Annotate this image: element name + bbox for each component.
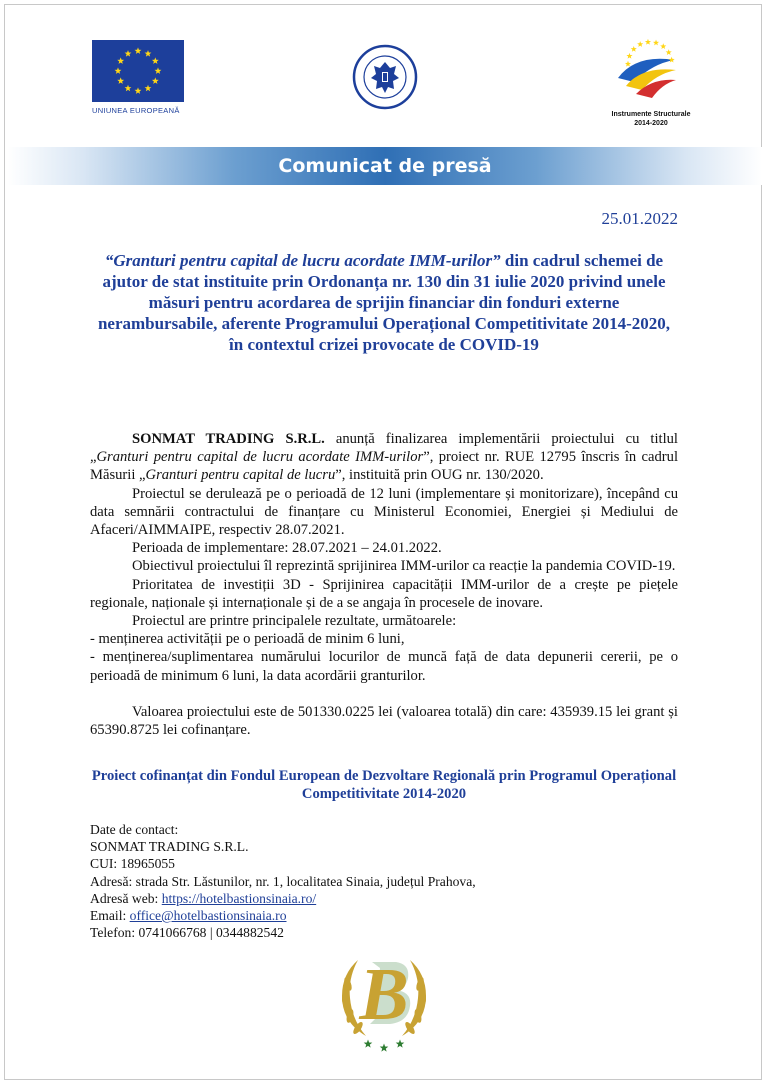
star-icon (645, 39, 651, 45)
star-icon (631, 46, 637, 52)
star-icon (660, 43, 666, 49)
website-link[interactable]: https://hotelbastionsinaia.ro/ (161, 890, 317, 906)
contact-heading: Date de contact: (90, 822, 179, 837)
company-name: SONMAT TRADING S.R.L. (132, 431, 325, 447)
project-cofinancing-note: Proiect cofinanțat din Fondul European de Dezvoltare Regională prin Programul Operațional Competitivitate 2014-2020 (91, 768, 677, 802)
contact-address: Adresă: strada Str. Lăstunilor, nr. 1, localitatea Sinaia, județul Prahova, (90, 873, 476, 889)
contact-web (90, 890, 590, 907)
result-item: - menținerea/suplimentarea numărului locurilor de muncă față de data depunerii cererii, pe o perioadă de minimum 6 luni, la data acordării granturilor. (90, 649, 678, 684)
paragraph-objective: Obiectivul proiectului îl reprezintă sprijinirea IMM-urilor ca reacție la pandemia COVID-19. (132, 558, 676, 575)
star-icon (637, 41, 643, 47)
project-title: Granturi pentru capital de lucru acordate IMM-urilor (96, 449, 424, 466)
result-item: - menținerea activității pe o perioadă de minim 6 luni, (90, 631, 405, 648)
contact-email (90, 907, 590, 924)
star-icon (669, 57, 675, 63)
press-release-banner (8, 147, 762, 185)
banner-title: Comunicat de presă (278, 155, 492, 177)
star-icon (666, 49, 672, 55)
hotel-logo-letter: B (359, 954, 409, 1036)
star-icon (625, 61, 631, 67)
contact-company: SONMAT TRADING S.R.L. (90, 839, 249, 855)
p1-text-a: anunță finalizarea implementării proiectului cu titlul „ (90, 431, 678, 466)
paragraph-intro (90, 430, 678, 485)
paragraph-value: Valoarea proiectului este de 501330.0225 lei (valoarea totală) din care: 435939.15 lei grant și 65390.8725 lei cofinanțare. (90, 703, 678, 739)
p1-text-c: ”, instituită prin OUG nr. 130/2020. (335, 467, 544, 484)
structural-instruments-logo (612, 34, 680, 102)
eu-flag-icon (92, 40, 184, 102)
contact-cui: CUI: 18965055 (90, 856, 175, 872)
headline-rest: din cadrul schemei de ajutor de stat instituite prin Ordonanța nr. 130 din 31 iulie 2020 privind unele măsuri pentru acordarea de sprijin financiar din fonduri externe nerambursabile, aferente Programului Operațional Competitivitate 2014-2020, în contextul crizei provocate de COVID-19 (97, 251, 671, 354)
email-label: Email: (90, 908, 130, 924)
star-icon (380, 1044, 389, 1052)
star-icon (396, 1040, 405, 1048)
contact-block (90, 821, 590, 941)
paragraph-duration: Proiectul se derulează pe o perioadă de 12 luni (implementare și monitorizare), începând cu data semnării contractului de finanțare cu Ministerul Economiei, Energiei și Mediului de Afaceri/AIMMAIPE, respectiv 28.07.2021. (90, 485, 678, 539)
contact-phone: Telefon: 0741066768 | 0344882542 (90, 925, 284, 941)
government-seal-icon (352, 44, 418, 110)
is-label-line2: 2014-2020 (634, 120, 668, 127)
is-label-line1: Instrumente Structurale (611, 111, 691, 118)
structural-instruments-label (596, 110, 706, 128)
eu-label: UNIUNEA EUROPEANĂ (92, 106, 180, 115)
measure-name: Granturi pentru capital de lucru (145, 467, 336, 484)
body-text (90, 430, 678, 739)
star-icon (626, 53, 632, 59)
star-icon (364, 1040, 373, 1048)
p1-text-b: ”, proiect nr. RUE 12795 înscris în cadrul Măsurii „ (90, 449, 678, 484)
paragraph-results-intro: Proiectul are printre principalele rezultate, următoarele: (132, 613, 457, 630)
paragraph-period: Perioada de implementare: 28.07.2021 – 24.01.2022. (132, 540, 442, 557)
release-date: 25.01.2022 (601, 209, 678, 228)
email-link[interactable]: office@hotelbastionsinaia.ro (129, 908, 287, 924)
headline-quoted-title: “Granturi pentru capital de lucru acordate IMM-urilor” (104, 251, 501, 270)
headline (90, 250, 678, 355)
star-icon (653, 40, 659, 46)
web-label: Adresă web: (90, 890, 162, 906)
paragraph-priority: Prioritatea de investiții 3D - Sprijinirea capacității IMM-urilor de a crește pe piețele regionale, naționale și internaționale și de a se angaja în procesele de inovare. (90, 576, 678, 611)
